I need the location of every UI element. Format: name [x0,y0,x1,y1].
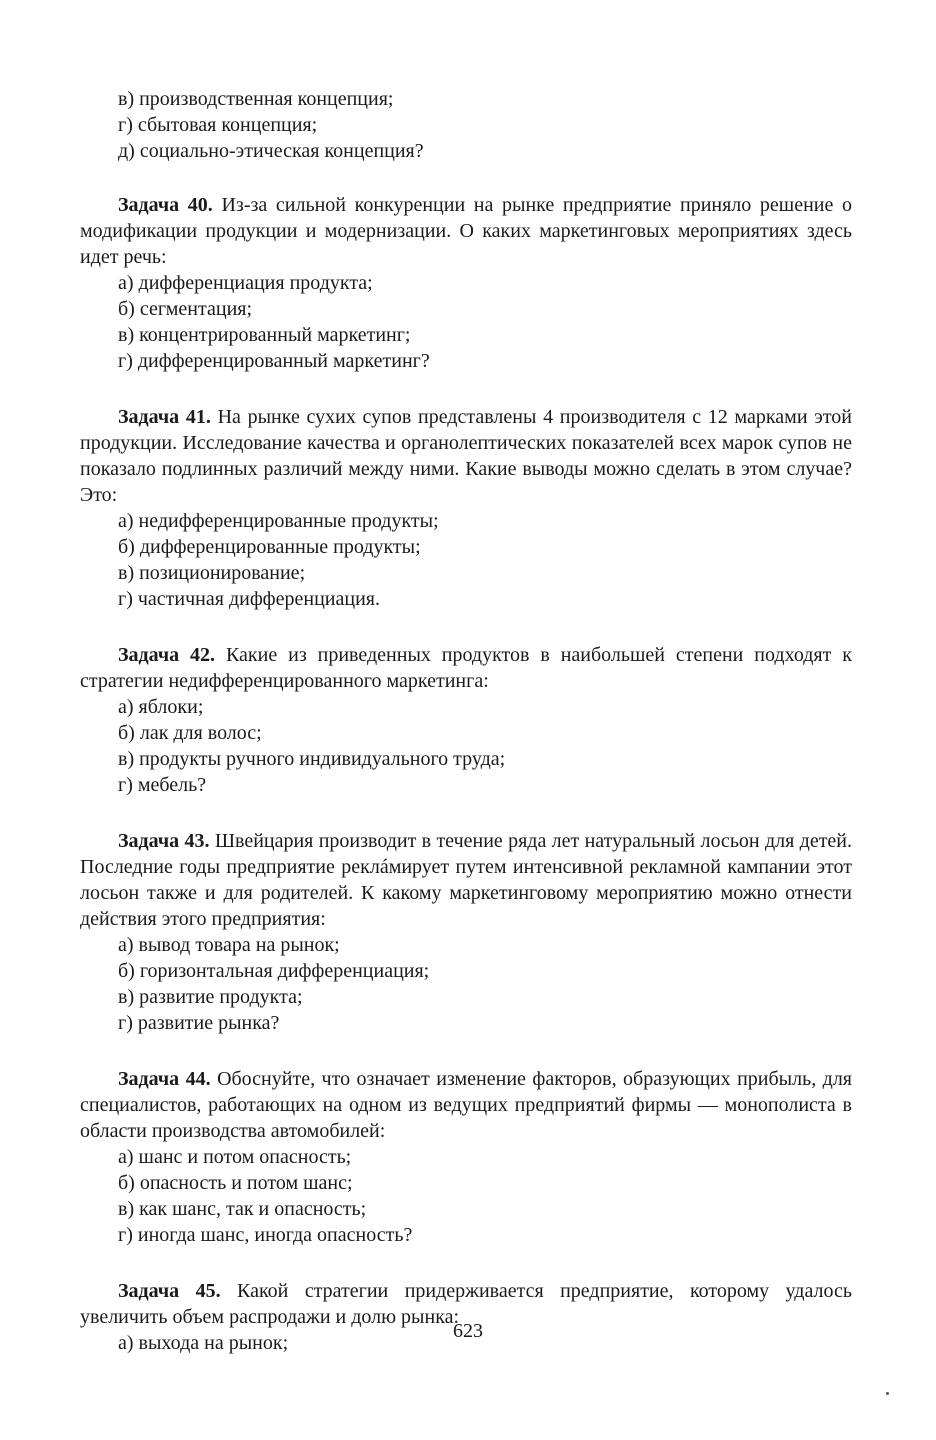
option-item: б) опасность и потом шанс; [118,1172,353,1194]
option-item: в) продукты ручного индивидуального труда; [118,748,506,770]
option-item: г) мебель? [118,774,207,796]
option-item: б) дифференцированные продукты; [118,536,421,558]
task-label: Задача 41. [118,406,211,428]
task-text: Какой стратегии придерживается предприятие, которому удалось увеличить объем распродажи и долю рынка: [80,1280,853,1328]
task-43 [80,828,852,1036]
task-45 [80,1278,852,1356]
option-item: в) производственная концепция; [118,88,394,110]
document-page [80,86,852,1356]
option-item: а) вывод товара на рынок; [118,934,340,956]
option-item: г) сбытовая концепция; [118,114,318,136]
option-item: г) частичная дифференциация. [118,588,380,610]
option-item: а) выхода на рынок; [118,1332,289,1354]
task-label: Задача 43. [118,830,210,852]
task-44 [80,1066,852,1248]
task-label: Задача 42. [118,644,216,666]
task-statement [80,404,852,508]
option-item: а) дифференциация продукта; [118,272,373,294]
option-item: д) социально-этическая концепция? [118,140,424,162]
task-text: Из-за сильной конкуренции на рынке предприятие приняло решение о модификации продукции и модернизации. О каких маркетинговых мероприятиях здесь идет речь: [80,194,853,268]
option-item: г) развитие рынка? [118,1012,280,1034]
option-item: а) шанс и потом опасность; [118,1146,352,1168]
option-item: б) лак для волос; [118,722,262,744]
task-41 [80,404,852,612]
task-text: На рынке сухих супов представлены 4 производителя с 12 марками этой продукции. Исследование качества и органолептических показателей всех марок супов не показало подлинных различий между ними. Какие выводы можно сделать в этом случае? Это: [80,406,852,506]
option-item: б) горизонтальная дифференциация; [118,960,430,982]
page-number: 623 [453,1320,483,1342]
option-item: а) недифференцированные продукты; [118,510,439,532]
task-label: Задача 45. [118,1280,221,1302]
task-label: Задача 44. [118,1068,211,1090]
task-statement [80,1066,852,1144]
task-label: Задача 40. [118,194,213,216]
scan-speck [886,1392,889,1395]
task-statement [80,642,852,694]
task-statement [80,828,852,932]
task-42 [80,642,852,798]
option-item: в) концентрированный маркетинг; [118,324,411,346]
option-item: г) иногда шанс, иногда опасность? [118,1224,413,1246]
option-item: в) развитие продукта; [118,986,303,1008]
task-text: Какие из приведенных продуктов в наибольшей степени подходят к стратегии недифференцированного маркетинга: [80,644,852,692]
task-text: Швейцария производит в течение ряда лет натуральный лосьон для детей. Последние годы предприятие реклáмирует путем интенсивной рекламной кампании этот лосьон также и для родителей. К какому маркетинговому мероприятию можно отнести действия этого предприятия: [80,830,853,930]
option-item: г) дифференцированный маркетинг? [118,350,430,372]
option-item: в) как шанс, так и опасность; [118,1198,367,1220]
task-40 [80,192,852,374]
task-statement [80,192,852,270]
continuation-options [80,86,852,164]
task-text: Обоснуйте, что означает изменение факторов, образующих прибыль, для специалистов, работающих на одном из ведущих предприятий фирмы — монополиста в области производства автомобилей: [80,1068,852,1142]
option-item: в) позиционирование; [118,562,306,584]
option-item: а) яблоки; [118,696,204,718]
option-item: б) сегментация; [118,298,253,320]
